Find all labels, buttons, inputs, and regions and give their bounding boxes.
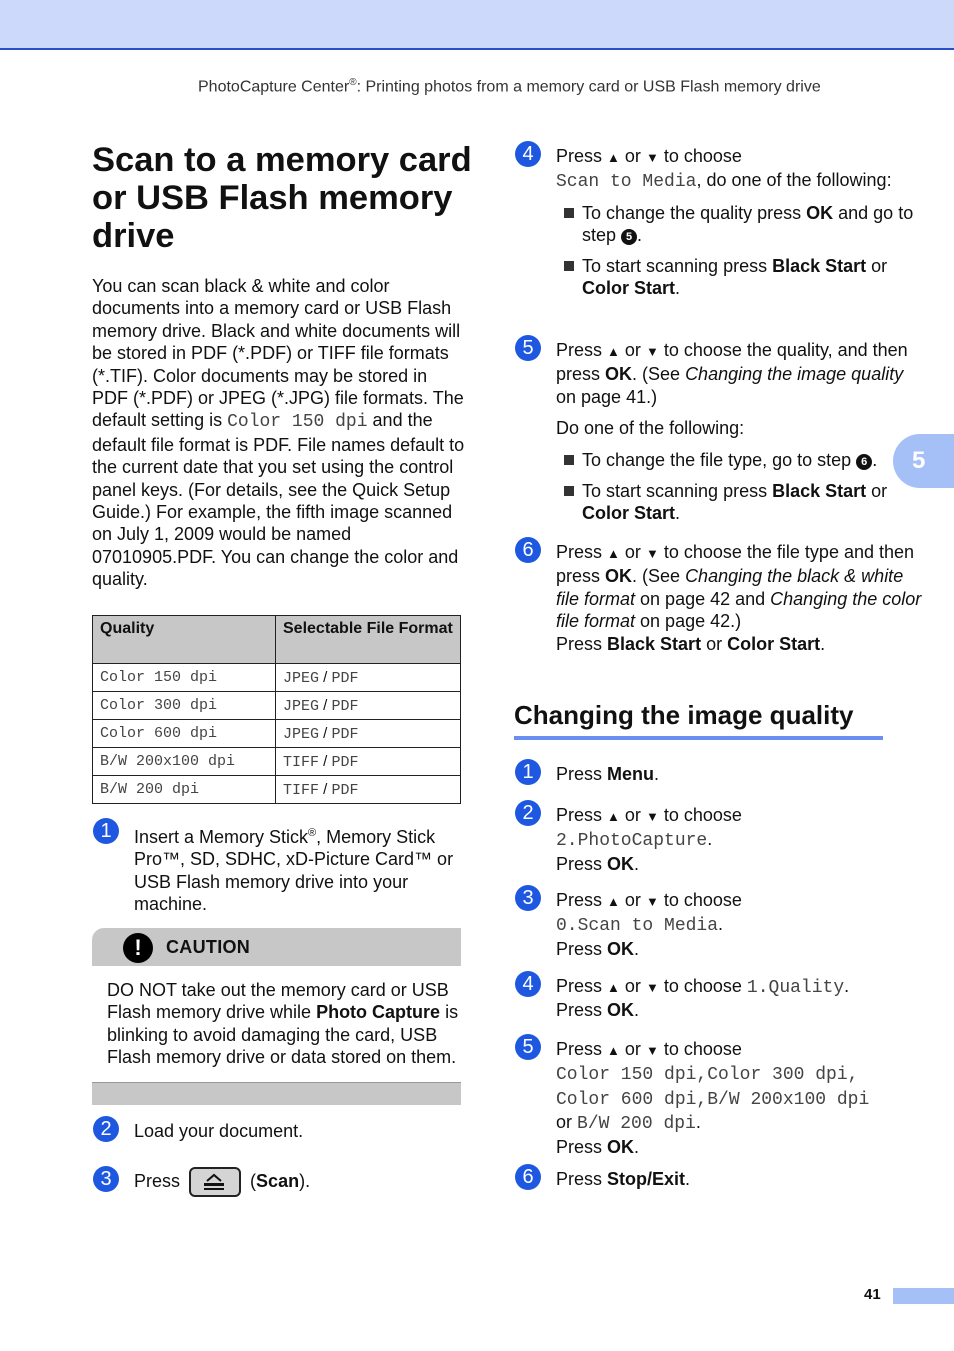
step-number-1: 1	[93, 818, 119, 844]
step-choose-scan-media: Press ▲ or ▼ to choose 0.Scan to Media. Press OK.	[556, 890, 742, 959]
running-header: PhotoCapture Center®: Printing photos from a memory card or USB Flash memory drive	[198, 77, 821, 96]
step-number-4: 4	[515, 971, 541, 997]
up-arrow-icon: ▲	[607, 150, 620, 165]
table-row: B/W 200 dpi TIFF / PDF	[93, 776, 461, 804]
step-choose-resolution: Press ▲ or ▼ to choose Color 150 dpi,Color 300 dpi, Color 600 dpi,B/W 200x100 dpi or B/W 200 dpi. Press OK.	[556, 1039, 870, 1157]
step-load-document: Load your document.	[134, 1121, 304, 1141]
caution-text: DO NOT take out the memory card or USB Flash memory drive while Photo Capture is blinking to avoid damaging the card, USB Flash memory drive or data stored on them.	[107, 980, 459, 1068]
step-number-5: 5	[515, 1034, 541, 1060]
default-setting: Color 150 dpi	[227, 412, 368, 433]
caution-footer-bar	[92, 1082, 461, 1105]
step-choose-quality: Press ▲ or ▼ to choose the quality, and then press OK. (See Changing the image quality on page 41.) Do one of the following: To change the file type, go to step 6 . To start scanning press Black Start or Color Start.	[556, 339, 926, 525]
up-arrow-icon: ▲	[607, 1043, 620, 1058]
down-arrow-icon: ▼	[645, 344, 659, 359]
down-arrow-icon: ▼	[645, 546, 659, 561]
intro-paragraph: You can scan black & white and color documents into a memory card or USB Flash memory drive. Black and white documents will be stored in PDF (*.PDF) or TIFF file formats (*.TIF). Color documents may be stored in PDF (*.PDF) or JPEG (*.JPG) file formats. The default setting is Color 150 dpi and the default file format is PDF. File names default to the current date that you set using the control panel keys. (For details, see the Quick Setup Guide.) For example, the fifth image scanned on July 1, 2009 would be named 07010905.PDF. You can change the color and quality.	[92, 276, 465, 590]
down-arrow-icon: ▼	[645, 809, 659, 824]
up-arrow-icon: ▲	[607, 980, 620, 995]
table-row: Color 300 dpi JPEG / PDF	[93, 692, 461, 720]
section-title: Scan to a memory card or USB Flash memory drive	[92, 141, 472, 255]
step-number-6: 6	[515, 1164, 541, 1190]
page-number-bar	[893, 1288, 954, 1304]
up-arrow-icon: ▲	[607, 546, 620, 561]
step-press-menu: Press Menu.	[556, 764, 660, 784]
step-number-3: 3	[515, 885, 541, 911]
down-arrow-icon: ▼	[645, 1043, 659, 1058]
step-number-6: 6	[515, 537, 541, 563]
up-arrow-icon: ▲	[607, 344, 620, 359]
step-ref-badge: 5	[621, 229, 637, 245]
page-number: 41	[864, 1286, 881, 1303]
step-press-scan: Press (Scan).	[134, 1166, 310, 1197]
warning-icon: !	[123, 933, 153, 963]
step-number-2: 2	[93, 1116, 119, 1142]
step-number-3: 3	[93, 1166, 119, 1192]
step-number-5: 5	[515, 335, 541, 361]
down-arrow-icon: ▼	[645, 894, 659, 909]
step-choose-file-type: Press ▲ or ▼ to choose the file type and then press OK. (See Changing the black & white file format on page 42 and Changing the color file format on page 42.) Press Black Start or Color Start.	[556, 542, 922, 654]
up-arrow-icon: ▲	[607, 894, 620, 909]
step-press-stop-exit: Press Stop/Exit.	[556, 1169, 691, 1189]
step-choose-scan-to-media: Press ▲ or ▼ to choose Scan to Media, do one of the following: To change the quality press OK and go to step 5 . To start scanning press Black Start or Color Start.	[556, 145, 926, 299]
scan-button[interactable]	[189, 1167, 241, 1197]
step-choose-photocapture: Press ▲ or ▼ to choose 2.PhotoCapture. Press OK.	[556, 805, 742, 874]
step-number-4: 4	[515, 141, 541, 167]
step-insert-media: Insert a Memory Stick®, Memory Stick Pro™, SD, SDHC, xD-Picture Card™ or USB Flash memory drive into your machine.	[134, 827, 454, 915]
step-ref-badge: 6	[856, 454, 872, 470]
down-arrow-icon: ▼	[645, 980, 659, 995]
table-row: B/W 200x100 dpi TIFF / PDF	[93, 748, 461, 776]
step-choose-quality-menu: Press ▲ or ▼ to choose 1.Quality. Press OK.	[556, 976, 850, 1021]
step-number-2: 2	[515, 800, 541, 826]
chapter-tab: 5	[893, 434, 954, 488]
quality-table	[92, 615, 461, 804]
caution-label: CAUTION	[166, 937, 251, 957]
step-number-1: 1	[515, 759, 541, 785]
table-row: Color 600 dpi JPEG / PDF	[93, 720, 461, 748]
scan-icon	[191, 1169, 239, 1195]
table-header-quality: Quality	[93, 616, 276, 664]
table-row: Color 150 dpi JPEG / PDF	[93, 664, 461, 692]
subsection-title: Changing the image quality	[514, 700, 854, 730]
up-arrow-icon: ▲	[607, 809, 620, 824]
table-header-format: Selectable File Format	[276, 616, 461, 664]
top-banner	[0, 0, 954, 50]
subsection-rule	[514, 736, 883, 740]
down-arrow-icon: ▼	[645, 150, 659, 165]
